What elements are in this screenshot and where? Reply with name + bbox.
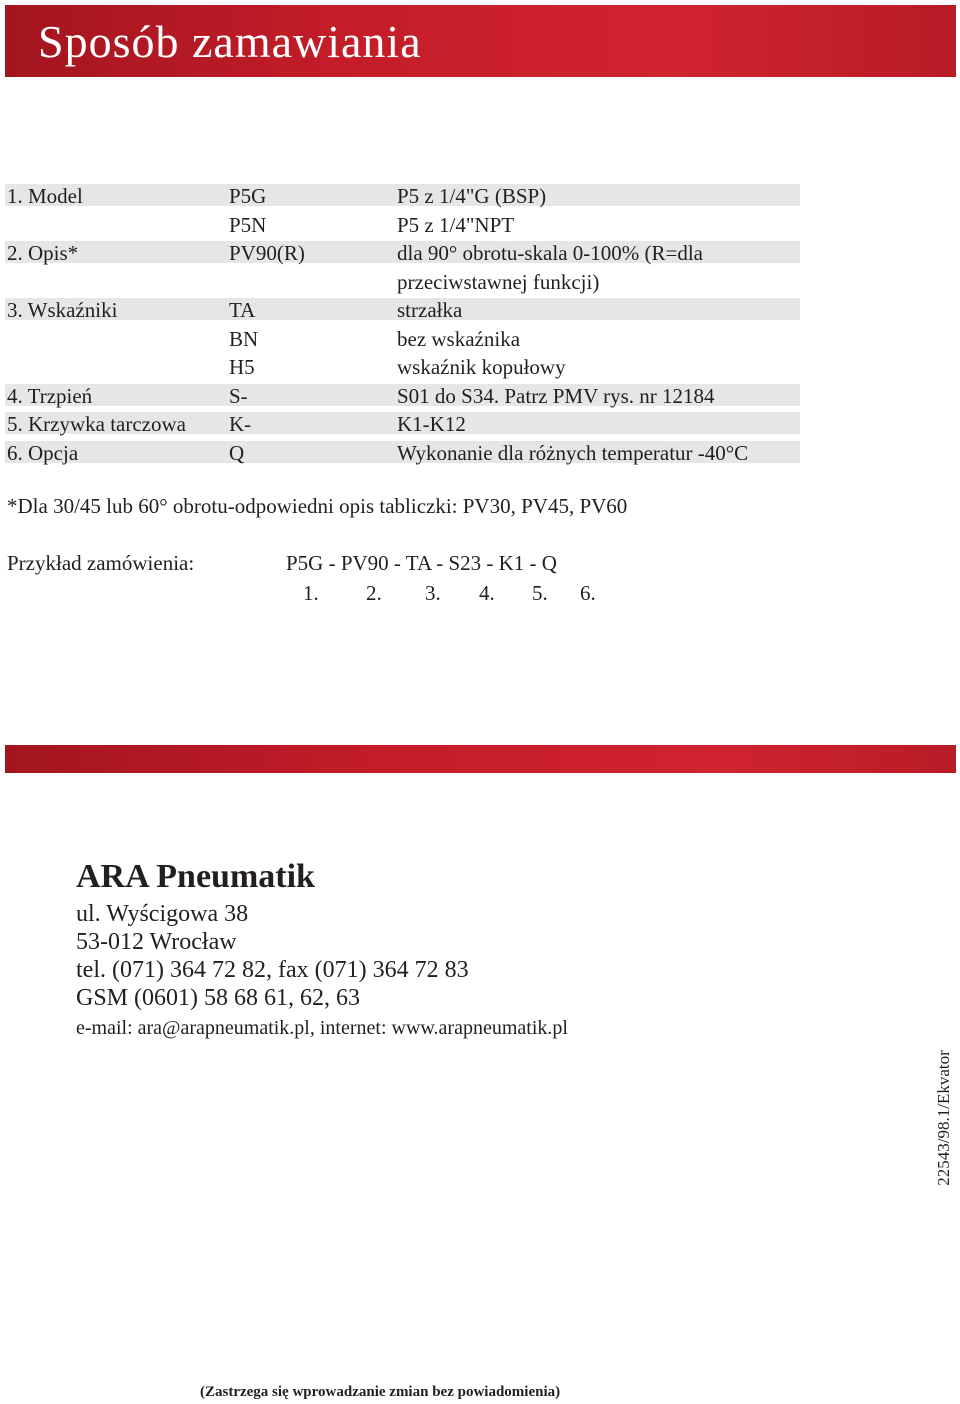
document-code: 22543/98.1/Ekvator xyxy=(934,1050,953,1186)
company-city: 53-012 Wrocław xyxy=(76,929,237,955)
spec-row xyxy=(5,211,800,240)
order-example-number: 5. xyxy=(532,581,548,605)
spec-description: S01 do S34. Patrz PMV rys. nr 12184 xyxy=(397,383,715,408)
spec-row xyxy=(5,268,800,297)
spec-description: przeciwstawnej funkcji) xyxy=(397,269,600,294)
order-example-number: 6. xyxy=(580,581,596,605)
order-example-number: 4. xyxy=(479,581,495,605)
spec-row xyxy=(5,182,800,211)
spec-code: H5 xyxy=(229,355,255,379)
spec-code: S- xyxy=(229,383,248,408)
order-example-label: Przykład zamówienia: xyxy=(7,551,195,575)
order-spec-table xyxy=(5,182,800,467)
divider-bar xyxy=(5,745,956,773)
spec-description: P5 z 1/4"G (BSP) xyxy=(397,184,547,208)
spec-description: wskaźnik kopułowy xyxy=(397,355,566,379)
spec-row xyxy=(5,239,800,268)
spec-description: P5 z 1/4"NPT xyxy=(397,212,515,237)
spec-label: 3. Wskaźniki xyxy=(7,298,118,322)
header-bar xyxy=(5,5,956,77)
company-gsm: GSM (0601) 58 68 61, 62, 63 xyxy=(76,985,361,1011)
spec-label: 6. Opcja xyxy=(7,440,79,465)
spec-row xyxy=(5,353,800,382)
spec-row xyxy=(5,296,800,325)
spec-code: Q xyxy=(229,440,245,465)
company-street: ul. Wyścigowa 38 xyxy=(76,901,249,927)
spec-row xyxy=(5,382,800,411)
spec-row xyxy=(5,439,800,468)
page-title: Sposób zamawiania xyxy=(38,16,422,67)
spec-description: strzałka xyxy=(397,298,463,322)
footnote: *Dla 30/45 lub 60° obrotu-odpowiedni opis tabliczki: PV30, PV45, PV60 xyxy=(7,494,628,518)
order-example-number: 1. xyxy=(303,581,319,605)
company-email-web: e-mail: ara@arapneumatik.pl, internet: www.arapneumatik.pl xyxy=(76,1017,568,1039)
company-phone-fax: tel. (071) 364 72 82, fax (071) 364 72 83 xyxy=(76,957,469,983)
spec-description: K1-K12 xyxy=(397,412,466,436)
spec-description: bez wskaźnika xyxy=(397,326,521,351)
spec-code: PV90(R) xyxy=(229,241,305,265)
spec-description: dla 90° obrotu-skala 0-100% (R=dla xyxy=(397,241,704,265)
company-name: ARA Pneumatik xyxy=(76,858,315,895)
spec-label: 2. Opis* xyxy=(7,241,79,265)
spec-label: 1. Model xyxy=(7,184,83,208)
spec-code: P5G xyxy=(229,184,267,208)
spec-description: Wykonanie dla różnych temperatur -40°C xyxy=(397,440,749,465)
spec-code: TA xyxy=(229,298,256,322)
spec-code: P5N xyxy=(229,212,267,237)
order-example-code: P5G - PV90 - TA - S23 - K1 - Q xyxy=(286,551,557,575)
order-example-number: 3. xyxy=(425,581,441,605)
order-example-number: 2. xyxy=(366,581,382,605)
spec-row xyxy=(5,410,800,439)
spec-row xyxy=(5,325,800,354)
spec-code: K- xyxy=(229,412,252,436)
spec-code: BN xyxy=(229,326,259,351)
spec-label: 5. Krzywka tarczowa xyxy=(7,412,186,436)
spec-label: 4. Trzpień xyxy=(7,383,93,408)
disclaimer: (Zastrzega się wprowadzanie zmian bez powiadomienia) xyxy=(200,1384,561,1400)
